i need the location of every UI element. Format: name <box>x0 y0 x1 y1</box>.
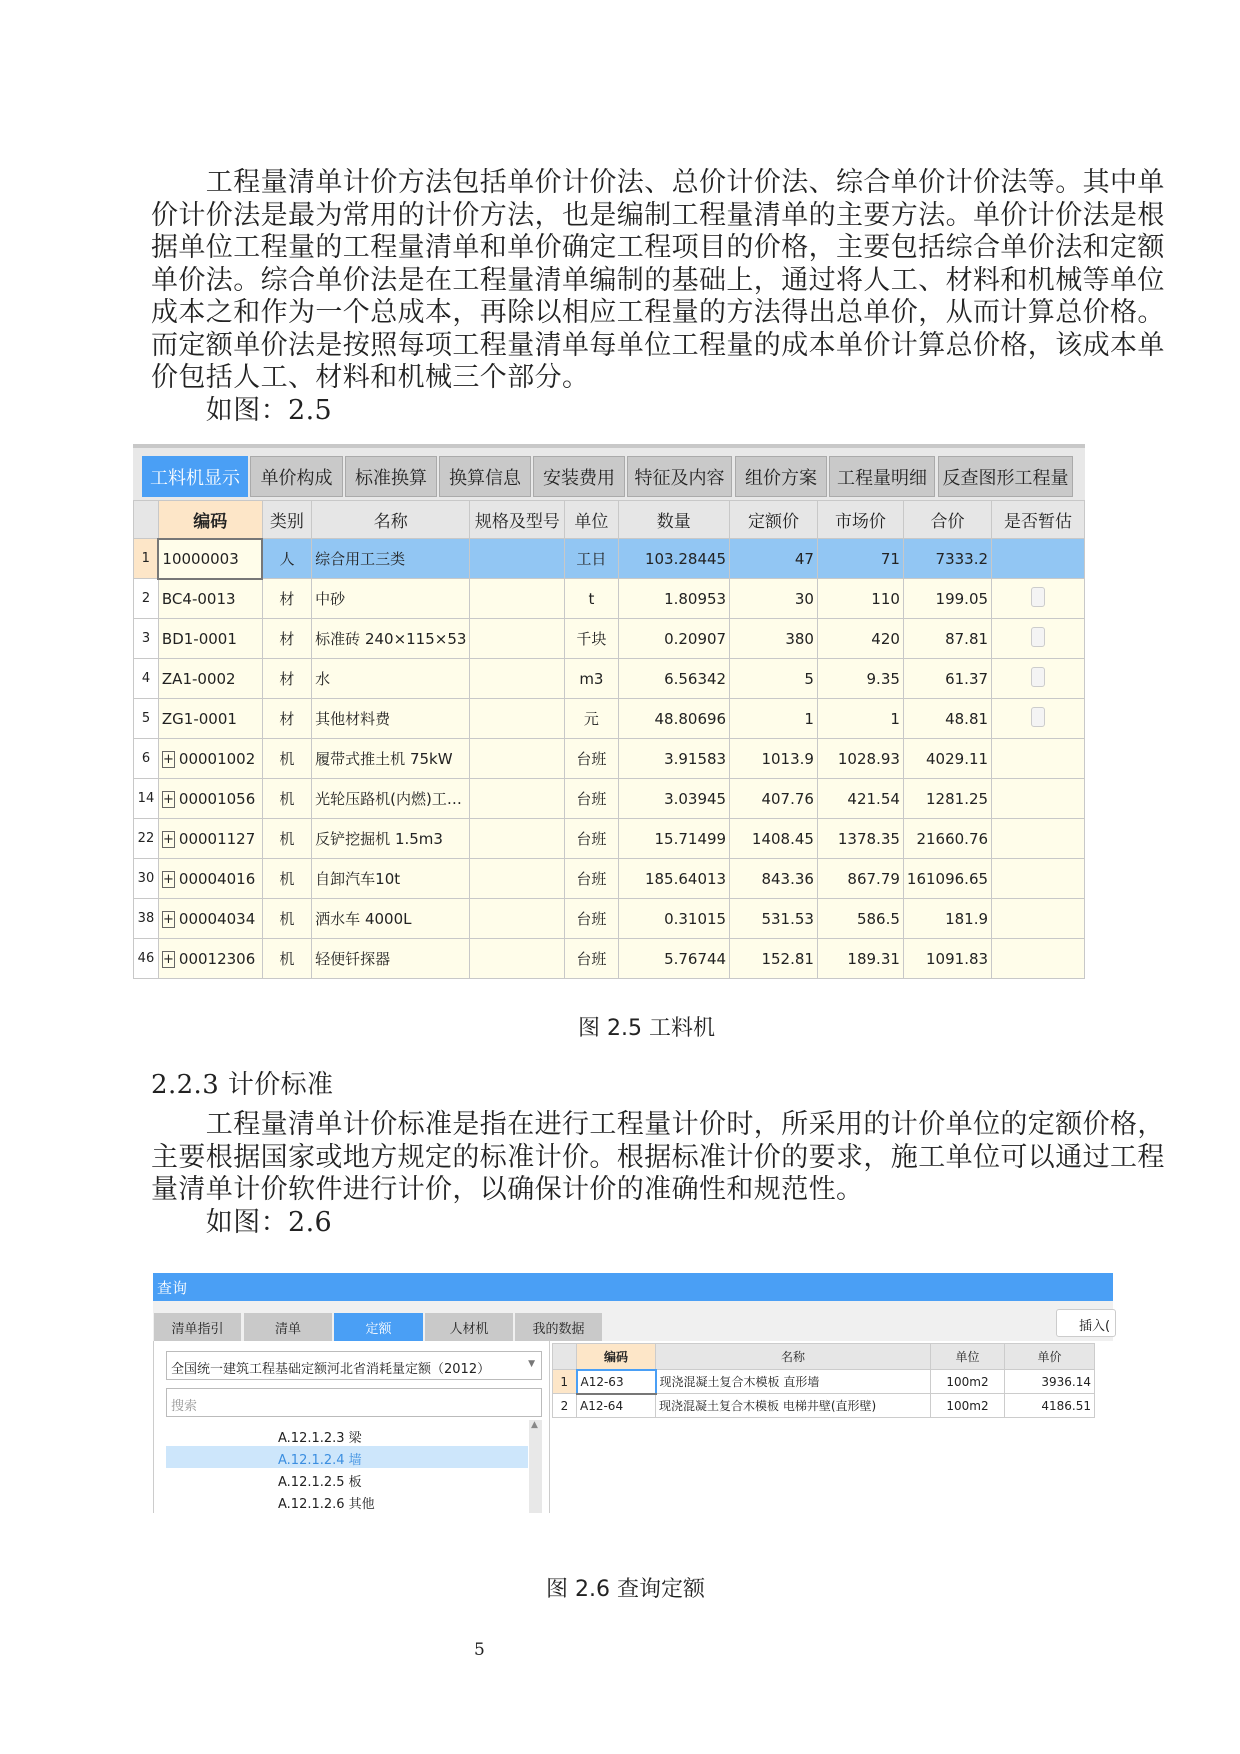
code-text: ZA1-0002 <box>161 669 236 688</box>
tab-7[interactable]: 工程量明细 <box>829 456 935 497</box>
qty-cell: 15.71499 <box>618 819 730 859</box>
search-input[interactable]: 搜索 <box>166 1388 542 1417</box>
code-cell[interactable] <box>158 699 262 739</box>
price-cell: 3936.14 <box>1005 1370 1095 1394</box>
code-text: 00001056 <box>178 789 256 808</box>
row-number: 4 <box>134 659 159 699</box>
code-cell[interactable] <box>158 539 262 579</box>
figure-2-5-caption: 图 2.5 工料机 <box>578 1016 715 1041</box>
text-line: 而定额单价法是按照每项工程量清单每单位工程量的成本单价计算总价格，该成本单 <box>151 329 1165 361</box>
table-row[interactable] <box>134 659 1085 699</box>
spec-cell <box>470 779 565 819</box>
column-header[interactable]: 编码 <box>577 1344 656 1370</box>
tab-2[interactable]: 定额 <box>334 1313 423 1341</box>
quota-cell: 531.53 <box>730 899 818 939</box>
table-row[interactable] <box>553 1394 1095 1418</box>
estimate-checkbox[interactable] <box>1031 627 1045 647</box>
unit-cell: m3 <box>565 659 618 699</box>
unit-cell: 100m2 <box>931 1370 1005 1394</box>
table-row[interactable] <box>134 539 1085 579</box>
market-cell: 9.35 <box>817 659 903 699</box>
unit-cell: 千块 <box>565 619 618 659</box>
qty-cell: 48.80696 <box>618 699 730 739</box>
total-cell: 161096.65 <box>903 859 991 899</box>
total-cell: 48.81 <box>903 699 991 739</box>
column-header[interactable] <box>553 1344 577 1370</box>
name-cell: 反铲挖掘机 1.5m3 <box>312 819 470 859</box>
spec-cell <box>470 859 565 899</box>
tab-3[interactable]: 人材机 <box>425 1313 513 1341</box>
name-cell: 中砂 <box>312 579 470 619</box>
column-header[interactable]: 单位 <box>565 501 618 539</box>
row-number: 38 <box>134 899 159 939</box>
tab-5[interactable]: 特征及内容 <box>627 456 732 497</box>
quota-cell: 152.81 <box>730 939 818 979</box>
qty-cell: 3.91583 <box>618 739 730 779</box>
query-title: 查询 <box>153 1273 1113 1301</box>
unit-cell: 台班 <box>565 899 618 939</box>
code-cell[interactable] <box>158 899 262 939</box>
spec-cell <box>470 579 565 619</box>
code-text: 00012306 <box>178 949 256 968</box>
quota-library-dropdown[interactable] <box>166 1351 542 1380</box>
estimate-cell <box>992 739 1085 779</box>
tab-2[interactable]: 标准换算 <box>345 456 437 497</box>
qty-cell: 1.80953 <box>618 579 730 619</box>
text-line: 如图：2.6 <box>151 1206 333 1238</box>
estimate-cell <box>992 819 1085 859</box>
tab-1[interactable]: 清单 <box>244 1313 332 1341</box>
market-cell: 867.79 <box>817 859 903 899</box>
qty-cell: 6.56342 <box>618 659 730 699</box>
market-cell: 189.31 <box>817 939 903 979</box>
table-row[interactable] <box>134 779 1085 819</box>
estimate-cell <box>992 619 1085 659</box>
name-cell: 履带式推土机 75kW <box>312 739 470 779</box>
row-number: 46 <box>134 939 159 979</box>
name-cell: 洒水车 4000L <box>312 899 470 939</box>
table-row[interactable] <box>134 859 1085 899</box>
expand-icon[interactable]: + <box>162 951 174 967</box>
quota-table <box>552 1343 1095 1418</box>
type-cell: 机 <box>262 739 311 779</box>
name-cell: 光轮压路机(内燃)工… <box>312 779 470 819</box>
text-line: 量清单计价软件进行计价，以确保计价的准确性和规范性。 <box>151 1174 864 1205</box>
tree-item[interactable]: A.12.1.2.3 梁 <box>278 1431 362 1446</box>
name-cell: 自卸汽车10t <box>312 859 470 899</box>
total-cell: 61.37 <box>903 659 991 699</box>
code-cell[interactable] <box>158 939 262 979</box>
code-cell[interactable] <box>158 779 262 819</box>
code-text: 00001127 <box>178 829 256 848</box>
type-cell: 材 <box>262 699 311 739</box>
row-number: 2 <box>134 579 159 619</box>
unit-cell: 100m2 <box>931 1394 1005 1418</box>
name-cell: 综合用工三类 <box>312 539 470 579</box>
code-cell[interactable] <box>158 739 262 779</box>
spec-cell <box>470 899 565 939</box>
type-cell: 材 <box>262 659 311 699</box>
row-number: 1 <box>134 539 159 579</box>
code-cell[interactable] <box>158 659 262 699</box>
text-line: 工程量清单计价方法包括单价计价法、总价计价法、综合单价计价法等。其中单 <box>151 167 1165 198</box>
code-text: 00004034 <box>178 909 256 928</box>
total-cell: 181.9 <box>903 899 991 939</box>
quota-cell: 30 <box>730 579 818 619</box>
text-line: 如图：2.5 <box>151 394 333 426</box>
code-cell[interactable] <box>158 619 262 659</box>
text-line: 据单位工程量的工程量清单和单价确定工程项目的价格，主要包括综合单价法和定额 <box>151 232 1165 263</box>
type-cell: 机 <box>262 859 311 899</box>
spec-cell <box>470 539 565 579</box>
price-cell: 4186.51 <box>1005 1394 1095 1418</box>
market-cell: 110 <box>817 579 903 619</box>
table-row[interactable] <box>134 899 1085 939</box>
code-text: BC4-0013 <box>161 589 236 608</box>
total-cell: 4029.11 <box>903 739 991 779</box>
unit-cell: 台班 <box>565 939 618 979</box>
figure-2-6-caption: 图 2.6 查询定额 <box>546 1577 705 1602</box>
expand-icon[interactable]: + <box>162 791 174 807</box>
text-line: 单价法。综合单价法是在工程量清单编制的基础上，通过将人工、材料和机械等单位 <box>151 264 1165 296</box>
estimate-checkbox[interactable] <box>1031 667 1045 687</box>
code-cell[interactable]: A12-64 <box>577 1394 656 1418</box>
type-cell: 机 <box>262 819 311 859</box>
column-header[interactable]: 规格及型号 <box>470 501 565 539</box>
text-line: 价计价法是最为常用的计价方法，也是编制工程量清单的主要方法。单价计价法是根 <box>151 199 1165 231</box>
name-cell: 水 <box>312 659 470 699</box>
page-number: 5 <box>474 1640 485 1660</box>
total-cell: 1281.25 <box>903 779 991 819</box>
code-text: 00001002 <box>178 749 256 768</box>
column-header[interactable]: 单位 <box>931 1344 1005 1370</box>
row-number: 5 <box>134 699 159 739</box>
tab-6[interactable]: 组价方案 <box>735 456 827 497</box>
text-line: 工程量清单计价标准是指在进行工程量计价时，所采用的计价单位的定额价格， <box>151 1109 1165 1140</box>
row-number: 3 <box>134 619 159 659</box>
name-cell: 其他材料费 <box>312 699 470 739</box>
tab-4[interactable]: 我的数据 <box>515 1313 602 1341</box>
expand-icon[interactable]: + <box>162 911 174 927</box>
market-cell: 421.54 <box>817 779 903 819</box>
table-row[interactable] <box>134 619 1085 659</box>
row-number: 30 <box>134 859 159 899</box>
column-header[interactable] <box>134 501 159 539</box>
row-number: 1 <box>553 1370 577 1394</box>
material-machine-panel <box>133 444 1085 984</box>
type-cell: 材 <box>262 619 311 659</box>
column-header[interactable]: 数量 <box>618 501 730 539</box>
spec-cell <box>470 739 565 779</box>
row-number: 14 <box>134 779 159 819</box>
unit-cell: 元 <box>565 699 618 739</box>
tab-1[interactable]: 单价构成 <box>250 456 343 497</box>
total-cell: 87.81 <box>903 619 991 659</box>
table-row[interactable] <box>134 819 1085 859</box>
type-cell: 材 <box>262 579 311 619</box>
estimate-cell <box>992 699 1085 739</box>
tab-8[interactable]: 反查图形工程量 <box>938 456 1073 497</box>
quota-cell: 407.76 <box>730 779 818 819</box>
unit-cell: 工日 <box>565 539 618 579</box>
code-text: ZG1-0001 <box>161 709 237 728</box>
table-row[interactable] <box>134 579 1085 619</box>
table-row[interactable] <box>134 739 1085 779</box>
tab-0[interactable]: 工料机显示 <box>142 456 248 497</box>
type-cell: 机 <box>262 899 311 939</box>
column-header[interactable]: 名称 <box>656 1344 931 1370</box>
chevron-down-icon: ▼ <box>528 1359 535 1369</box>
column-header[interactable]: 定额价 <box>730 501 818 539</box>
market-cell: 1 <box>817 699 903 739</box>
query-panel <box>153 1273 1113 1513</box>
spec-cell <box>470 659 565 699</box>
expand-icon[interactable]: + <box>162 751 174 767</box>
code-cell[interactable]: A12-63 <box>577 1370 656 1394</box>
total-cell: 21660.76 <box>903 819 991 859</box>
quota-cell: 843.36 <box>730 859 818 899</box>
total-cell: 199.05 <box>903 579 991 619</box>
column-header[interactable]: 是否暂估 <box>992 501 1085 539</box>
column-header[interactable]: 编码 <box>158 501 262 539</box>
quota-cell: 5 <box>730 659 818 699</box>
tab-4[interactable]: 安装费用 <box>533 456 625 497</box>
quota-cell: 380 <box>730 619 818 659</box>
code-cell[interactable] <box>158 859 262 899</box>
scroll-up-icon[interactable]: ▲ <box>531 1420 538 1430</box>
type-cell: 机 <box>262 779 311 819</box>
estimate-cell <box>992 899 1085 939</box>
market-cell: 586.5 <box>817 899 903 939</box>
insert-button[interactable]: 插入( <box>1056 1309 1116 1337</box>
unit-cell: 台班 <box>565 779 618 819</box>
expand-icon[interactable]: + <box>162 871 174 887</box>
total-cell: 1091.83 <box>903 939 991 979</box>
name-cell: 现浇混凝土复合木模板 电梯井壁(直形壁) <box>656 1394 931 1418</box>
qty-cell: 103.28445 <box>618 539 730 579</box>
column-header[interactable]: 市场价 <box>817 501 903 539</box>
spec-cell <box>470 939 565 979</box>
spec-cell <box>470 619 565 659</box>
section-heading: 2.2.3 计价标准 <box>151 1070 334 1100</box>
dropdown-value: 全国统一建筑工程基础定额河北省消耗量定额（2012） <box>171 1362 491 1377</box>
tree-item[interactable]: A.12.1.2.4 墙 <box>166 1446 528 1468</box>
estimate-cell <box>992 859 1085 899</box>
spec-cell <box>470 699 565 739</box>
unit-cell: t <box>565 579 618 619</box>
total-cell: 7333.2 <box>903 539 991 579</box>
estimate-cell <box>992 659 1085 699</box>
code-text: 00004016 <box>178 869 256 888</box>
table-row[interactable] <box>134 699 1085 739</box>
estimate-cell <box>992 779 1085 819</box>
qty-cell: 0.20907 <box>618 619 730 659</box>
tree-item[interactable]: A.12.1.2.5 板 <box>278 1475 362 1490</box>
qty-cell: 0.31015 <box>618 899 730 939</box>
code-cell[interactable] <box>158 819 262 859</box>
text-line: 价包括人工、材料和机械三个部分。 <box>151 362 590 393</box>
market-cell: 71 <box>817 539 903 579</box>
quota-cell: 47 <box>730 539 818 579</box>
name-cell: 现浇混凝土复合木模板 直形墙 <box>656 1370 931 1394</box>
text-line: 主要根据国家或地方规定的标准计价。根据标准计价的要求，施工单位可以通过工程 <box>151 1141 1165 1173</box>
market-cell: 420 <box>817 619 903 659</box>
market-cell: 1378.35 <box>817 819 903 859</box>
text-line: 成本之和作为一个总成本，再除以相应工程量的方法得出总单价，从而计算总价格。 <box>151 297 1165 328</box>
spec-cell <box>470 819 565 859</box>
material-table <box>133 500 1085 979</box>
table-row[interactable] <box>134 939 1085 979</box>
scrollbar[interactable] <box>529 1420 542 1513</box>
market-cell: 1028.93 <box>817 739 903 779</box>
column-header[interactable]: 合价 <box>903 501 991 539</box>
tab-3[interactable]: 换算信息 <box>439 456 531 497</box>
row-number: 22 <box>134 819 159 859</box>
column-header[interactable]: 类别 <box>262 501 311 539</box>
quota-cell: 1013.9 <box>730 739 818 779</box>
chapter-tree <box>166 1424 528 1512</box>
left-panel <box>153 1341 550 1513</box>
row-number: 6 <box>134 739 159 779</box>
estimate-cell <box>992 939 1085 979</box>
unit-cell: 台班 <box>565 819 618 859</box>
row-number: 2 <box>553 1394 577 1418</box>
type-cell: 机 <box>262 939 311 979</box>
expand-icon[interactable]: + <box>162 831 174 847</box>
column-header[interactable]: 名称 <box>312 501 470 539</box>
unit-cell: 台班 <box>565 739 618 779</box>
tree-item[interactable]: A.12.1.2.6 其他 <box>278 1497 375 1512</box>
qty-cell: 5.76744 <box>618 939 730 979</box>
unit-cell: 台班 <box>565 859 618 899</box>
estimate-checkbox[interactable] <box>1031 707 1045 727</box>
code-cell[interactable] <box>158 579 262 619</box>
quota-cell: 1408.45 <box>730 819 818 859</box>
qty-cell: 3.03945 <box>618 779 730 819</box>
estimate-checkbox[interactable] <box>1031 587 1045 607</box>
type-cell: 人 <box>262 539 311 579</box>
name-cell: 标准砖 240×115×53 <box>312 619 470 659</box>
code-text: 10000003 <box>162 549 239 568</box>
qty-cell: 185.64013 <box>618 859 730 899</box>
estimate-cell <box>992 579 1085 619</box>
table-row[interactable] <box>553 1370 1095 1394</box>
name-cell: 轻便钎探器 <box>312 939 470 979</box>
code-text: BD1-0001 <box>161 629 237 648</box>
quota-cell: 1 <box>730 699 818 739</box>
tab-0[interactable]: 清单指引 <box>154 1313 241 1341</box>
column-header[interactable]: 单价 <box>1005 1344 1095 1370</box>
estimate-cell <box>992 539 1085 579</box>
